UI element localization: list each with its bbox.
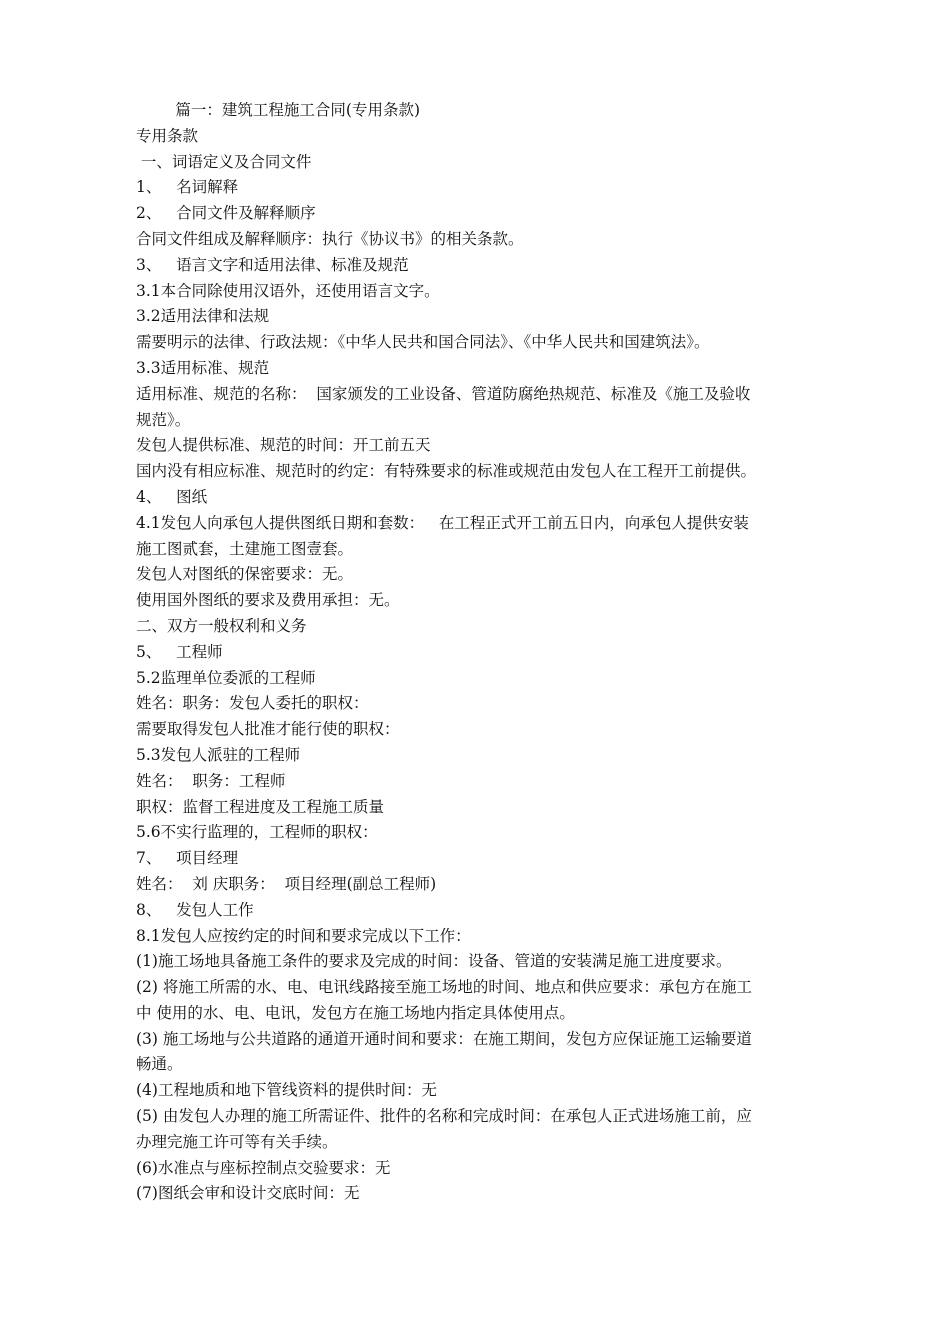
clause-heading: 8、 发包人工作 xyxy=(136,900,254,919)
text-line: 4.1发包人向承包人提供图纸日期和套数： 在工程正式开工前五日内，向承包人提供安装 xyxy=(136,513,749,532)
text-line: 5.6不实行监理的，工程师的职权： xyxy=(136,823,378,842)
text-line: 畅通。 xyxy=(136,1055,183,1074)
clause-heading: 7、 项目经理 xyxy=(136,849,239,868)
text-line: 3.2适用法律和法规 xyxy=(136,307,270,326)
clause-heading: 4、 图纸 xyxy=(136,487,208,506)
text-line: 姓名： 刘 庆职务： 项目经理(副总工程师) xyxy=(136,874,437,893)
text-line: 3.1本合同除使用汉语外，还使用语言文字。 xyxy=(136,281,440,300)
section-heading: 一、词语定义及合同文件 xyxy=(136,152,312,171)
text-line: 施工图贰套，土建施工图壹套。 xyxy=(136,539,354,558)
text-line: 适用标准、规范的名称： 国家颁发的工业设备、管道防腐绝热规范、标准及《施工及验收 xyxy=(136,384,751,403)
text-line: (5) 由发包人办理的施工所需证件、批件的名称和完成时间：在承包人正式进场施工前，应 xyxy=(136,1107,752,1126)
text-line: 合同文件组成及解释顺序：执行《协议书》的相关条款。 xyxy=(136,229,524,248)
text-line: (2) 将施工所需的水、电、电讯线路接至施工场地的时间、地点和供应要求：承包方在施工 xyxy=(136,978,752,997)
text-line: 国内没有相应标准、规范时的约定：有特殊要求的标准或规范由发包人在工程开工前提供。 xyxy=(136,462,757,481)
clause-heading: 1、 名词解释 xyxy=(136,178,239,197)
text-line: 需要取得发包人批准才能行使的职权： xyxy=(136,720,400,739)
document-title: 篇一：建筑工程施工合同(专用条款) xyxy=(136,101,421,119)
contract-text xyxy=(136,98,826,1207)
text-line: 5.3发包人派驻的工程师 xyxy=(136,745,301,764)
text-line: 需要明示的法律、行政法规：《中华人民共和国合同法》、《中华人民共和国建筑法》。 xyxy=(136,333,710,352)
text-line: 发包人对图纸的保密要求：无。 xyxy=(136,565,354,584)
text-line: 3.3适用标准、规范 xyxy=(136,358,270,377)
text-line: (3) 施工场地与公共道路的通道开通时间和要求：在施工期间，发包方应保证施工运输要道 xyxy=(136,1029,752,1048)
text-line: 职权：监督工程进度及工程施工质量 xyxy=(136,797,385,816)
text-line: 姓名：职务：发包人委托的职权： xyxy=(136,694,369,713)
text-line: 规范》。 xyxy=(136,410,191,429)
text-line: 姓名： 职务：工程师 xyxy=(136,771,286,790)
text-line: 发包人提供标准、规范的时间：开工前五天 xyxy=(136,436,431,455)
text-line: (4)工程地质和地下管线资料的提供时间：无 xyxy=(136,1081,437,1100)
text-line: (7)图纸会审和设计交底时间：无 xyxy=(136,1184,360,1203)
text-line: 5.2监理单位委派的工程师 xyxy=(136,668,316,687)
text-line: 办理完施工许可等有关手续。 xyxy=(136,1132,338,1151)
section-heading: 专用条款 xyxy=(136,126,199,145)
text-line: 8.1发包人应按约定的时间和要求完成以下工作： xyxy=(136,926,471,945)
text-line: 使用国外图纸的要求及费用承担：无。 xyxy=(136,591,400,610)
section-heading: 二、双方一般权利和义务 xyxy=(136,616,307,635)
text-line: 中 使用的水、电、电讯，发包方在施工场地内指定具体使用点。 xyxy=(136,1003,575,1022)
clause-heading: 2、 合同文件及解释顺序 xyxy=(136,204,316,223)
clause-heading: 5、 工程师 xyxy=(136,642,223,661)
clause-heading: 3、 语言文字和适用法律、标准及规范 xyxy=(136,255,409,274)
text-line: (6)水准点与座标控制点交验要求：无 xyxy=(136,1158,391,1177)
text-line: (1)施工场地具备施工条件的要求及完成的时间：设备、管道的安装满足施工进度要求。 xyxy=(136,952,732,971)
